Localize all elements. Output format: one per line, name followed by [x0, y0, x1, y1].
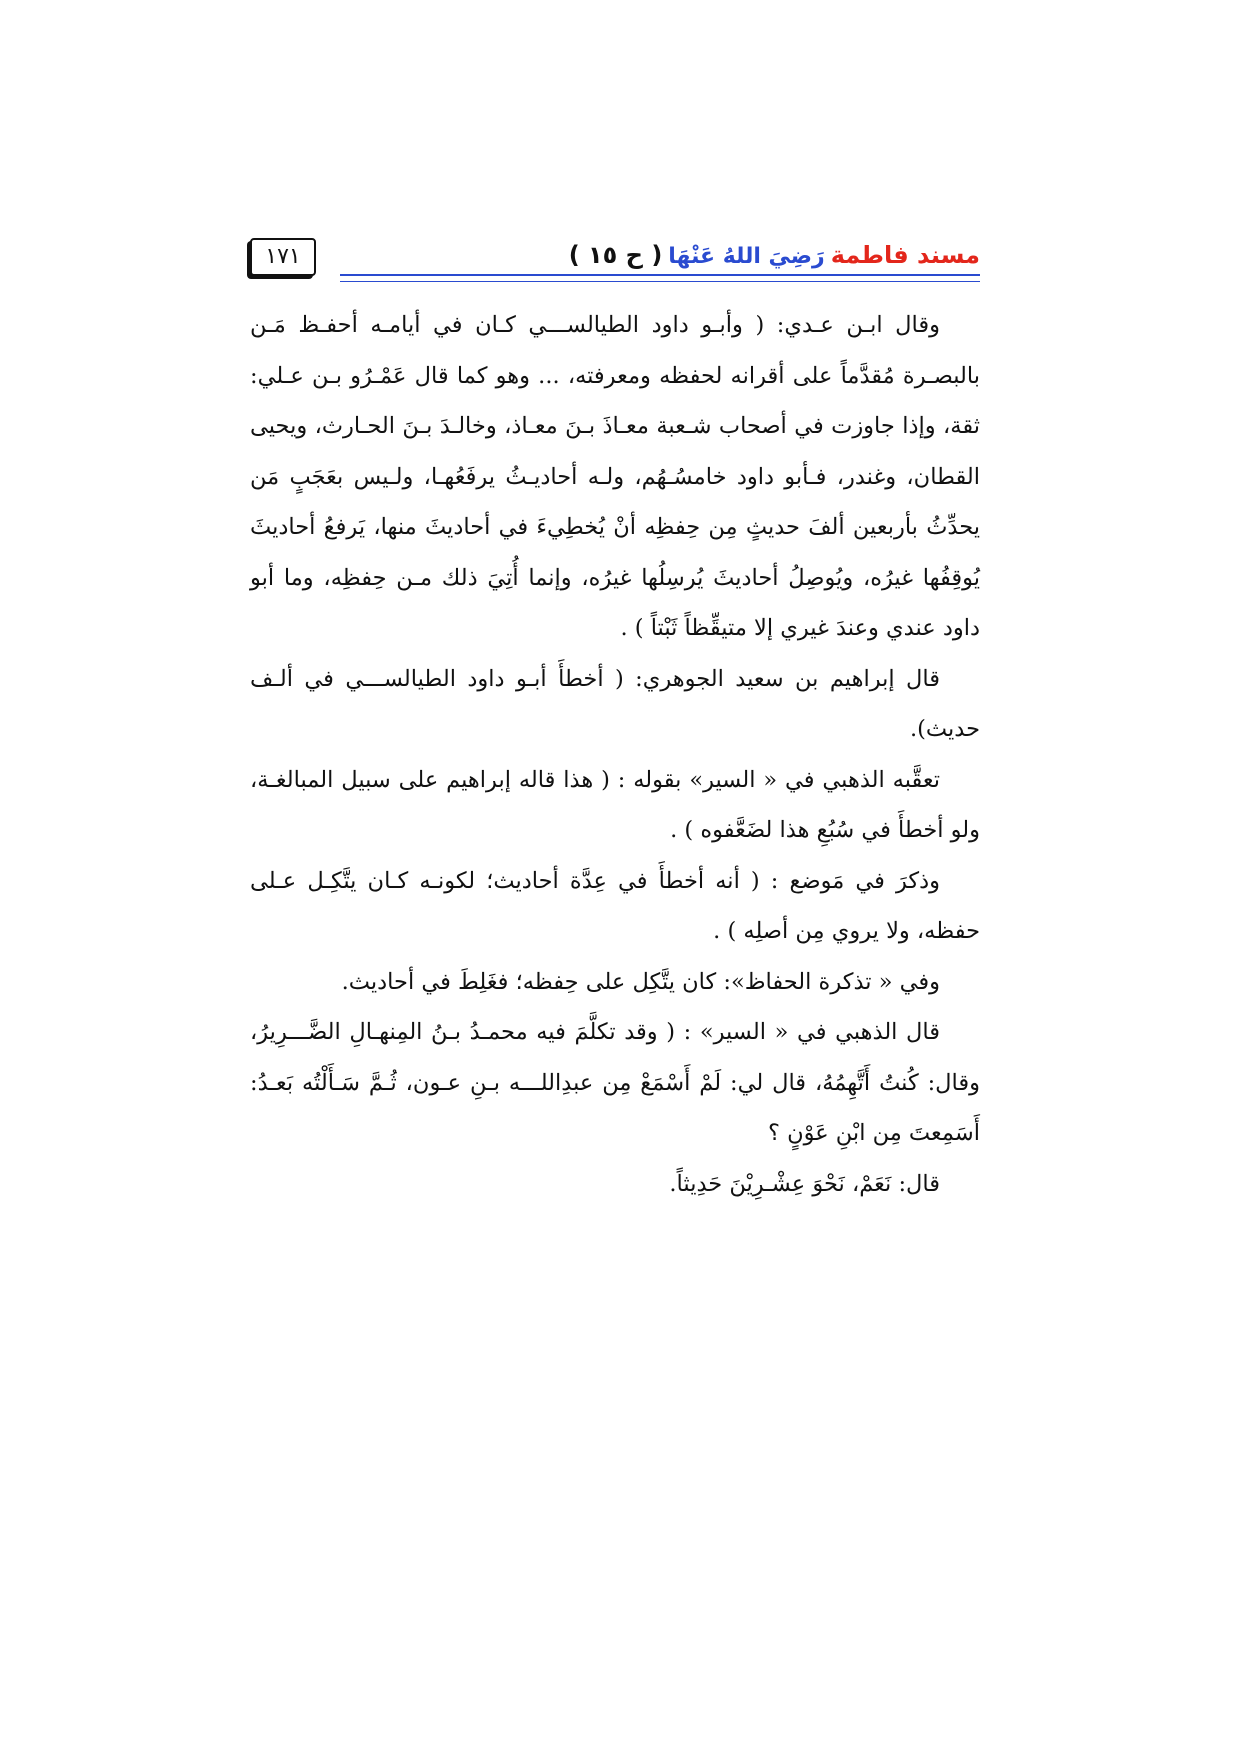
- honorific-phrase: رَضِيَ اللهُ عَنْهَا: [668, 244, 825, 269]
- hadith-number: ( ح ١٥ ): [568, 241, 663, 269]
- main-text: [250, 300, 980, 1209]
- paragraph: تعقَّبه الذهبي في « السير» بقوله : ( هذا قاله إبراهيم على سبيل المبالغـة، ولو أخطأَ في سُبُعِ هذا لضَعَّفوه ) .: [250, 766, 980, 843]
- paragraph: وذكرَ في مَوضع : ( أنه أخطأَ في عِدَّة أحاديث؛ لكونـه كـان يتَّكِـل عـلى حفظه، ولا يروي مِن أصلِه ) .: [250, 867, 980, 944]
- paragraph: قال: نَعَمْ، نَحْوَ عِشْـرِيْنَ حَدِيثاً.: [669, 1170, 940, 1197]
- running-title: [569, 238, 980, 272]
- paragraph: قال الذهبي في « السير» : ( وقد تكلَّمَ فيه محمـدُ بـنُ المِنهـالِ الضَّـــرِيرُ، وقال: كُنتُ أَتَّهِمُهُ، قال لي: لَمْ أَسْمَعْ مِن عبدِاللـــه بـنِ عـون، ثُـمَّ سَـأَلْتُه بَعـدُ: أَسَمِعتَ مِن ابْنِ عَوْنٍ ؟: [250, 1019, 980, 1146]
- page-header: [250, 238, 980, 282]
- paragraph: وقال ابـن عـدي: ( وأبـو داود الطيالســـي كـان في أيامـه أحفـظ مَـن بالبصـرة مُقدَّماً على أقرانه لحفظه ومعرفته، ... وهو كما قال عَمْـرُو بـن عـلي: ثقة، وإذا جاوزت في أصحاب شـعبة معـاذَ بـنَ معـاذ، وخالـدَ بـنَ الحـارث، ويحيى القطان، وغندر، فـأبو داود خامسُـهُم، ولـه أحاديـثُ يرفَعُهـا، ولـيس بعَجَبٍ مَن يحدِّثُ بأربعين ألفَ حديثٍ مِن حِفظِه أنْ يُخطِيءَ في أحاديثَ منها، يَرفعُ أحاديثَ يُوقِفُها غيرُه، ويُوصِلُ أحاديثَ يُرسِلُها غيرُه، وإنما أُتِيَ ذلك مـن حِفظِه، وما أبو داود عندي وعندَ غيري إلا متيقِّظاً ثَبْتاً ) .: [250, 312, 980, 641]
- paragraph: وفي « تذكرة الحفاظ»: كان يتَّكِل على حِفظه؛ فغَلِطَ في أحاديث.: [341, 968, 940, 995]
- header-rule: [340, 274, 980, 282]
- book-title: مسند فاطمة: [830, 241, 980, 269]
- page-number: ١٧١: [250, 238, 316, 276]
- paragraph: قال إبراهيم بن سعيد الجوهري: ( أخطأَ أبـو داود الطيالســـي في ألـف حديث).: [250, 665, 980, 742]
